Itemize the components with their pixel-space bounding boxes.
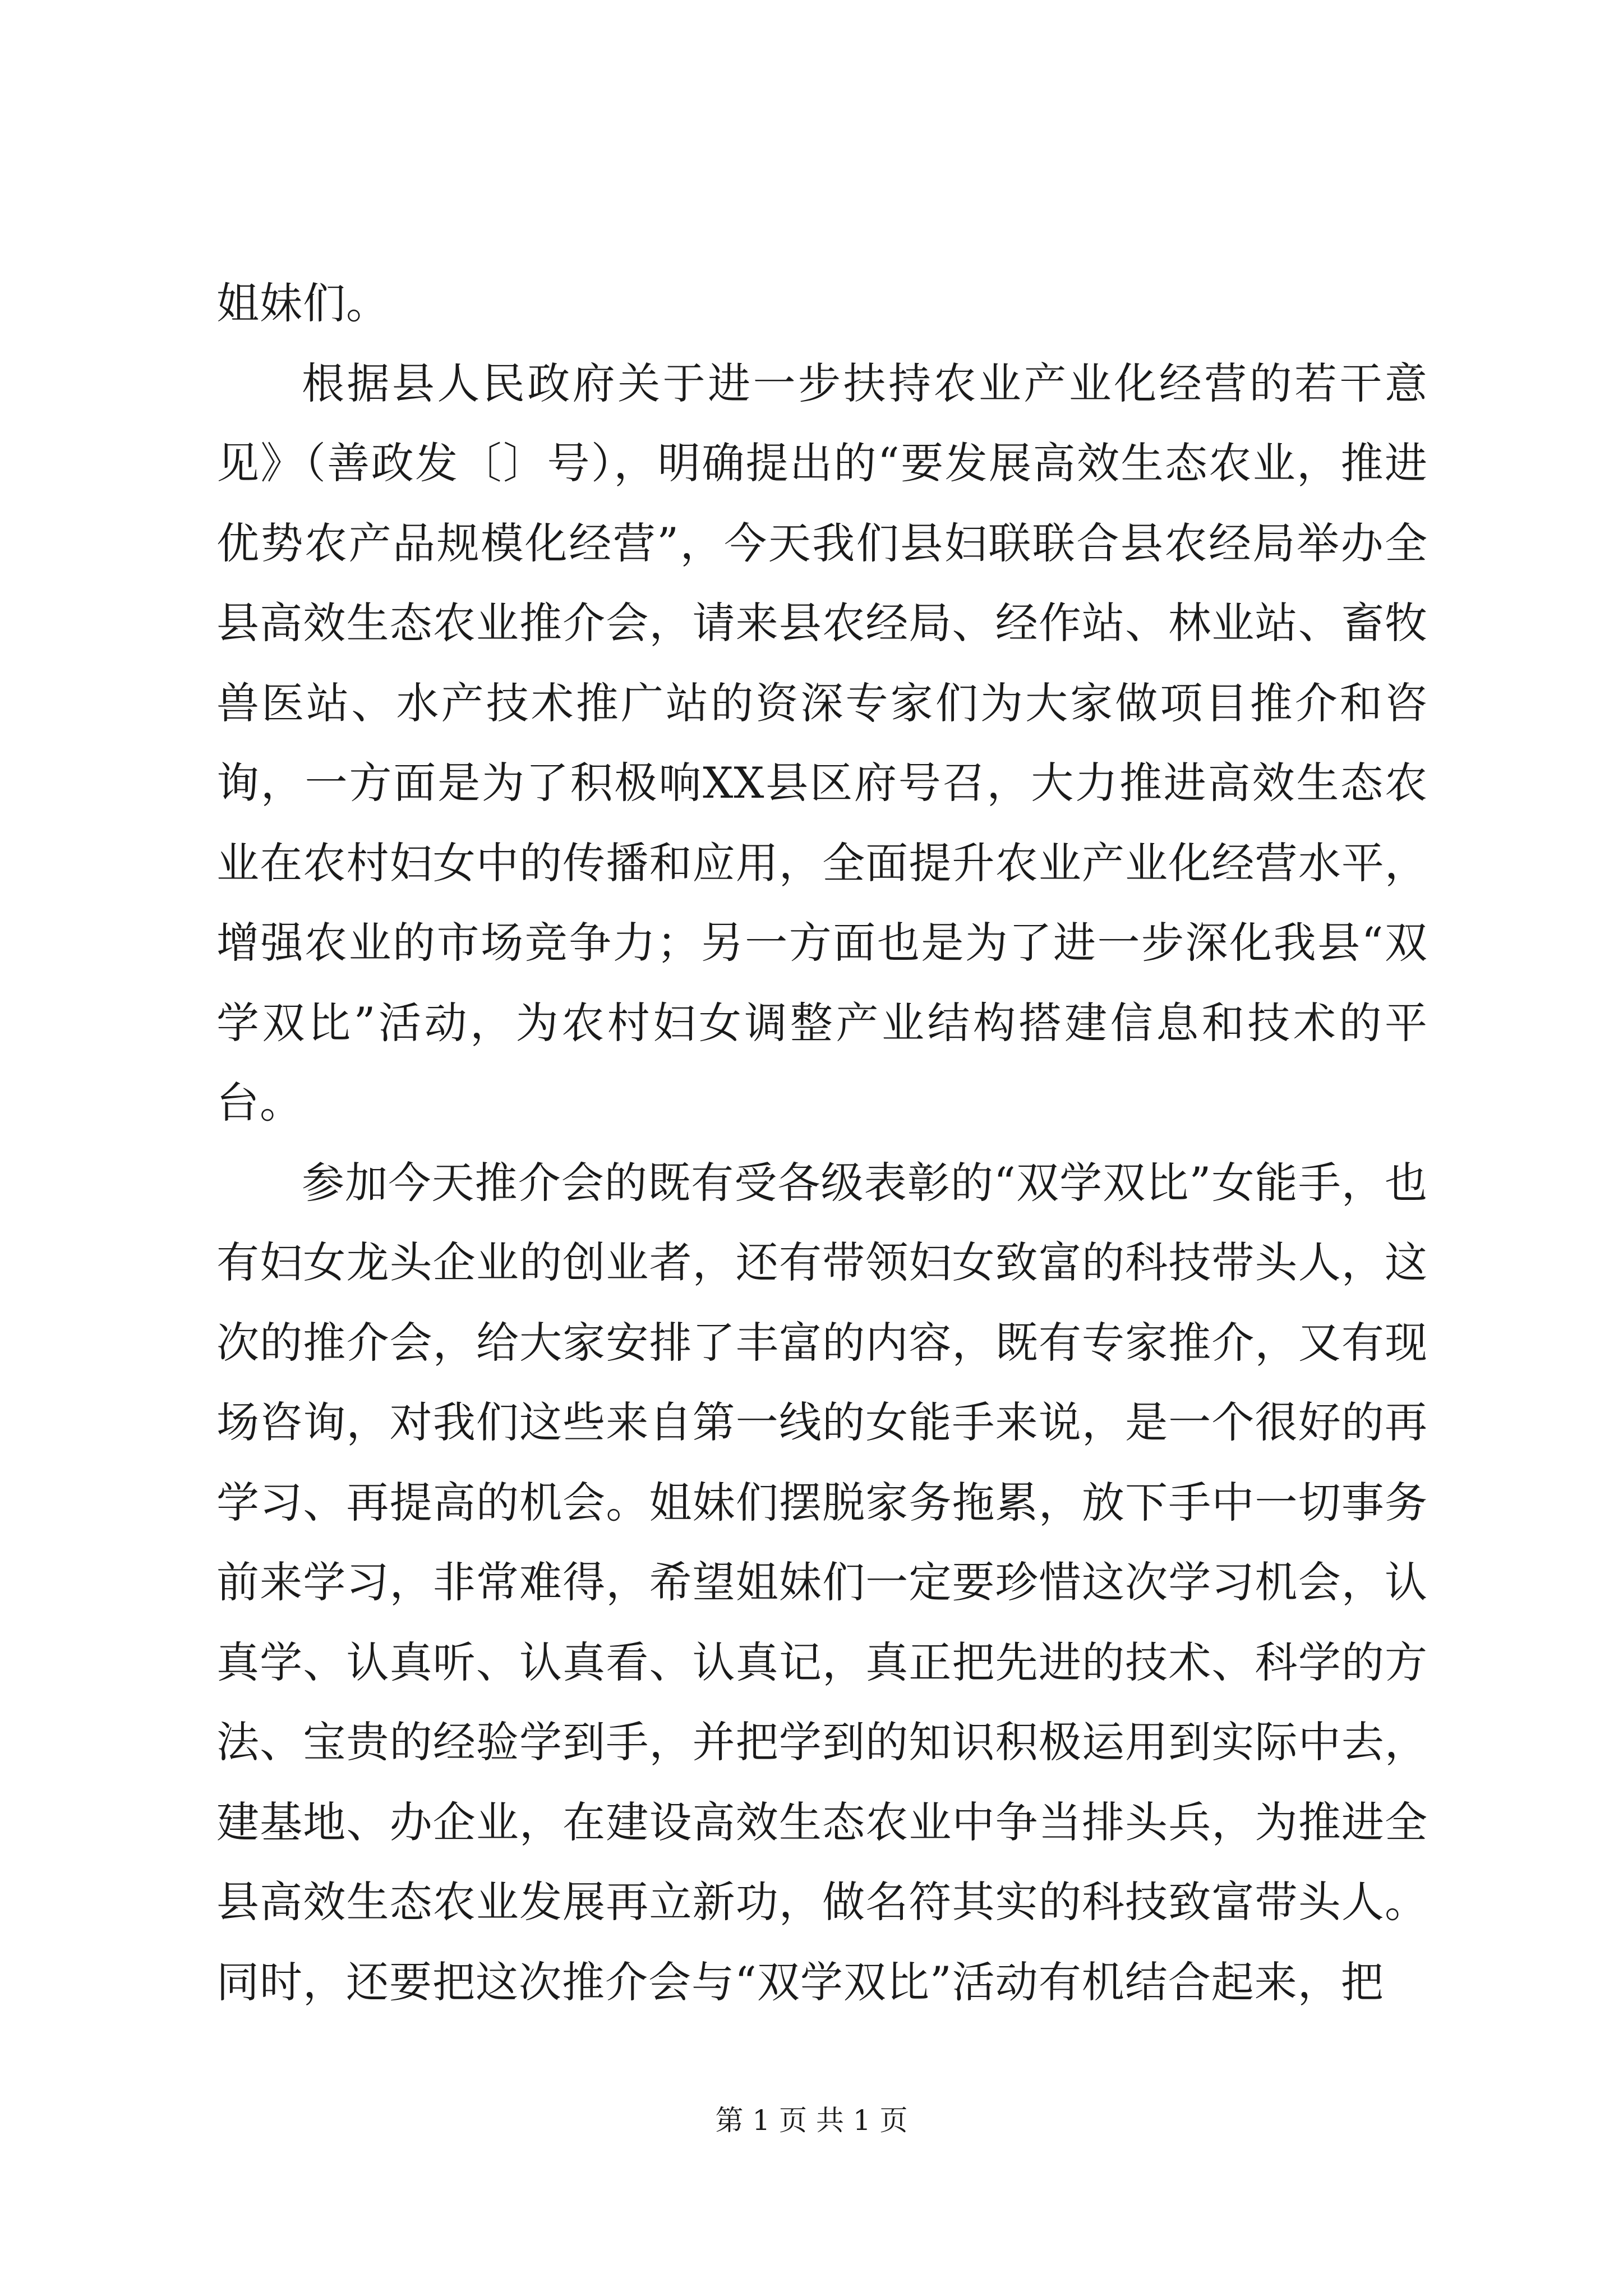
paragraph-participants: 参加今天推介会的既有受各级表彰的“双学双比”女能手，也有妇女龙头企业的创业者，还有带领妇女致富的科技带头人，这次的推介会，给大家安排了丰富的内容，既有专家推介，又有现场咨询，对我们这些来自第一线的女能手来说，是一个很好的再学习、再提高的机会。姐妹们摆脱家务拖累，放下手中一切事务前来学习，非常难得，希望姐妹们一定要珍惜这次学习机会，认真学、认真听、认真看、认真记，真正把先进的技术、科学的方法、宝贵的经验学到手，并把学到的知识积极运用到实际中去，建基地、办企业，在建设高效生态农业中争当排头兵，为推进全县高效生态农业发展再立新功，做名符其实的科技致富带头人。同时，还要把这次推介会与“双学双比”活动有机结合起来，把 — [216, 1157, 1428, 2007]
paragraph-continuation: 姐妹们。 — [216, 278, 389, 328]
page-footer: 第 1 页 共 1 页 — [715, 2104, 908, 2137]
document-body — [216, 264, 1428, 2022]
paragraph-policy-background: 根据县人民政府关于进一步扶持农业产业化经营的若干意见》（善政发〔〕号），明确提出的“要发展高效生态农业，推进优势农产品规模化经营”，今天我们县妇联联合县农经局举办全县高效生态农业推介会，请来县农经局、经作站、林业站、畜牧兽医站、水产技术推广站的资深专家们为大家做项目推介和咨询，一方面是为了积极响XX县区府号召，大力推进高效生态农业在农村妇女中的传播和应用，全面提升农业产业化经营水平，增强农业的市场竞争力；另一方面也是为了进一步深化我县“双学双比”活动，为农村妇女调整产业结构搭建信息和技术的平台。 — [216, 358, 1428, 1128]
